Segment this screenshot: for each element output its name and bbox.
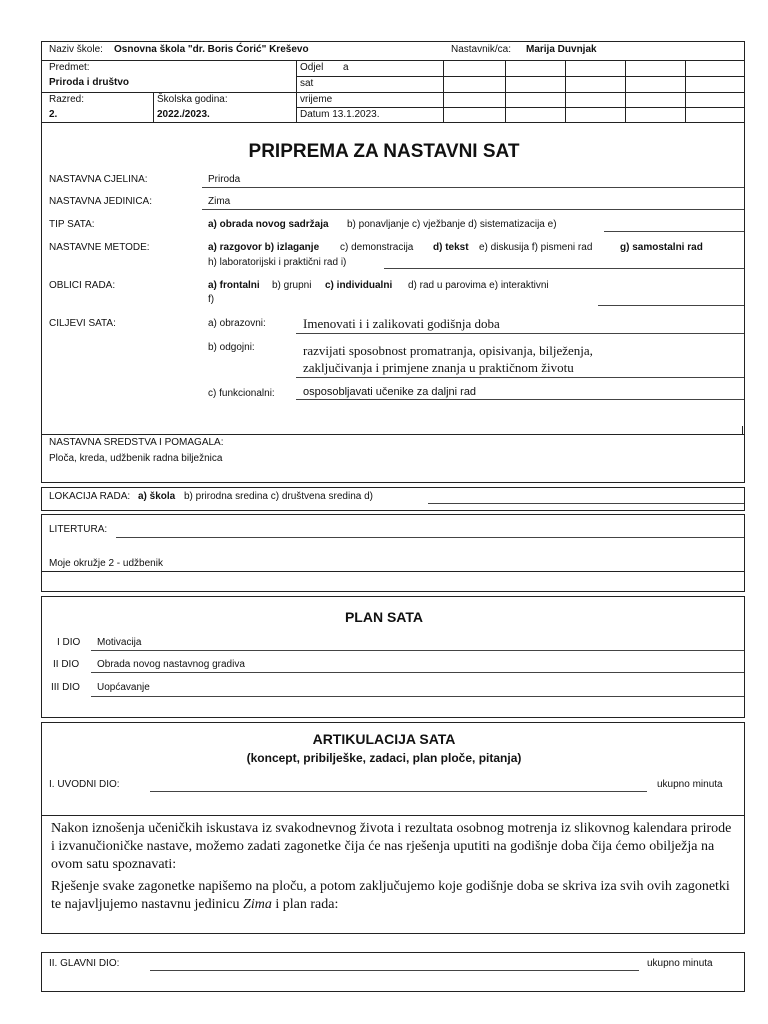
topic-value: Zima <box>208 196 231 207</box>
methods-c: c) demonstracija <box>340 242 414 253</box>
type-option-a: a) obrada novog sadržaja <box>208 219 329 230</box>
methods-h-i: h) laboratorijski i praktični rad i) <box>208 257 347 268</box>
forms-label: OBLICI RADA: <box>49 280 116 291</box>
forms-a: a) frontalni <box>208 280 260 291</box>
page-title: PRIPREMA ZA NASTAVNI SAT <box>248 141 520 162</box>
date-label: Datum 13.1.2023. <box>300 109 380 120</box>
subject-value: Priroda i društvo <box>49 77 130 88</box>
intro-paragraph-2-pre: Rješenje svake zagonetke napišemo na ploču, a potom zaključujemo koje godišnje doba se skriva iza svih ovih zagonetki te najavljujemo nastavnu jedinicu <box>51 879 730 912</box>
forms-rest: d) rad u parovima e) interaktivni <box>408 280 549 291</box>
plan-item-3-label: III DIO <box>51 682 80 693</box>
goal-upb-label: b) odgojni: <box>208 342 255 353</box>
unit-label: NASTAVNA CJELINA: <box>49 174 148 185</box>
forms-b: b) grupni <box>272 280 312 291</box>
lesson-label: sat <box>300 78 314 89</box>
teacher-label: Nastavnik/ca: <box>451 44 512 55</box>
unit-value: Priroda <box>208 174 241 185</box>
goal-edu-value: Imenovati i i zalikovati godišnja doba <box>303 316 500 331</box>
school-label: Naziv škole: <box>49 44 103 55</box>
plan-item-3-value: Uopćavanje <box>97 682 150 693</box>
plan-item-2-value: Obrada novog nastavnog gradiva <box>97 659 245 670</box>
plan-title: PLAN SATA <box>344 609 424 625</box>
type-options-rest: b) ponavljanje c) vježbanje d) sistematizacija e) <box>347 219 557 230</box>
lesson-topic-emphasis: Zima <box>243 897 272 912</box>
location-label: LOKACIJA RADA: <box>49 491 131 502</box>
forms-c: c) individualni <box>325 280 393 291</box>
intro-paragraph: Nakon iznošenja učeničkih iskustava iz svakodnevnog života i rezultata osobnog motrenja iz slikovnog kalendara prirode i izvanučioničke nastave, možemo zadati zagonetke čija će nas rješenja uputiti na godišnje doba čija ćemo obilježja na ovom satu spoznavati: <box>51 821 732 872</box>
methods-g: g) samostalni rad <box>620 242 703 253</box>
articulation-subtitle: (koncept, pribilješke, zadaci, plan ploče, pitanja) <box>246 751 522 765</box>
year-value: 2022./2023. <box>157 109 210 120</box>
time-label: vrijeme <box>300 94 333 105</box>
grade-label: Razred: <box>49 94 85 105</box>
goal-upb-line1: razvijati sposobnost promatranja, opisivanja, bilježenja, <box>303 343 593 358</box>
type-label: TIP SATA: <box>49 219 95 230</box>
subject-label: Predmet: <box>49 62 90 73</box>
intro-label: I. UVODNI DIO: <box>49 779 120 790</box>
plan-item-1-value: Motivacija <box>97 637 142 648</box>
intro-minutes-label: ukupno minuta <box>657 779 723 790</box>
topic-label: NASTAVNA JEDINICA: <box>49 196 152 207</box>
resources-value: Ploča, kreda, udžbenik radna bilježnica <box>49 453 223 464</box>
goals-label: CILJEVI SATA: <box>49 318 116 329</box>
forms-f: f) <box>208 294 215 305</box>
plan-item-1-label: I DIO <box>57 637 81 648</box>
literature-value: Moje okružje 2 - udžbenik <box>49 558 163 569</box>
articulation-title: ARTIKULACIJA SATA <box>312 731 456 747</box>
teacher-value: Marija Duvnjak <box>526 44 597 55</box>
main-part-label: II. GLAVNI DIO: <box>49 958 120 969</box>
goal-upb-line2: zaključivanja i primjene znanja u praktičnom životu <box>303 360 574 375</box>
location-rest: b) prirodna sredina c) društvena sredina d) <box>184 491 373 502</box>
class-label: Odjel <box>300 62 324 73</box>
methods-label: NASTAVNE METODE: <box>49 242 150 253</box>
year-label: Školska godina: <box>157 94 228 105</box>
school-value: Osnovna škola "dr. Boris Ćorić" Kreševo <box>114 44 309 55</box>
location-a: a) škola <box>138 491 176 502</box>
methods-a-b: a) razgovor b) izlaganje <box>208 242 320 253</box>
goal-fun-label: c) funkcionalni: <box>208 388 275 399</box>
literature-label: LITERTURA: <box>49 524 108 535</box>
intro-paragraph-2-post: i plan rada: <box>271 897 339 912</box>
methods-d: d) tekst <box>433 242 469 253</box>
intro-paragraph-2 <box>51 878 737 914</box>
plan-item-2-label: II DIO <box>53 659 80 670</box>
goal-edu-label: a) obrazovni: <box>208 318 266 329</box>
literature-box <box>41 514 745 592</box>
class-value: a <box>343 62 349 73</box>
main-part-box <box>41 952 745 992</box>
goal-fun-value: osposobljavati učenike za daljni rad <box>303 386 477 398</box>
grade-value: 2. <box>49 109 58 120</box>
main-minutes-label: ukupno minuta <box>647 958 713 969</box>
methods-e-f: e) diskusija f) pismeni rad <box>479 242 593 253</box>
resources-label: NASTAVNA SREDSTVA I POMAGALA: <box>49 437 224 448</box>
